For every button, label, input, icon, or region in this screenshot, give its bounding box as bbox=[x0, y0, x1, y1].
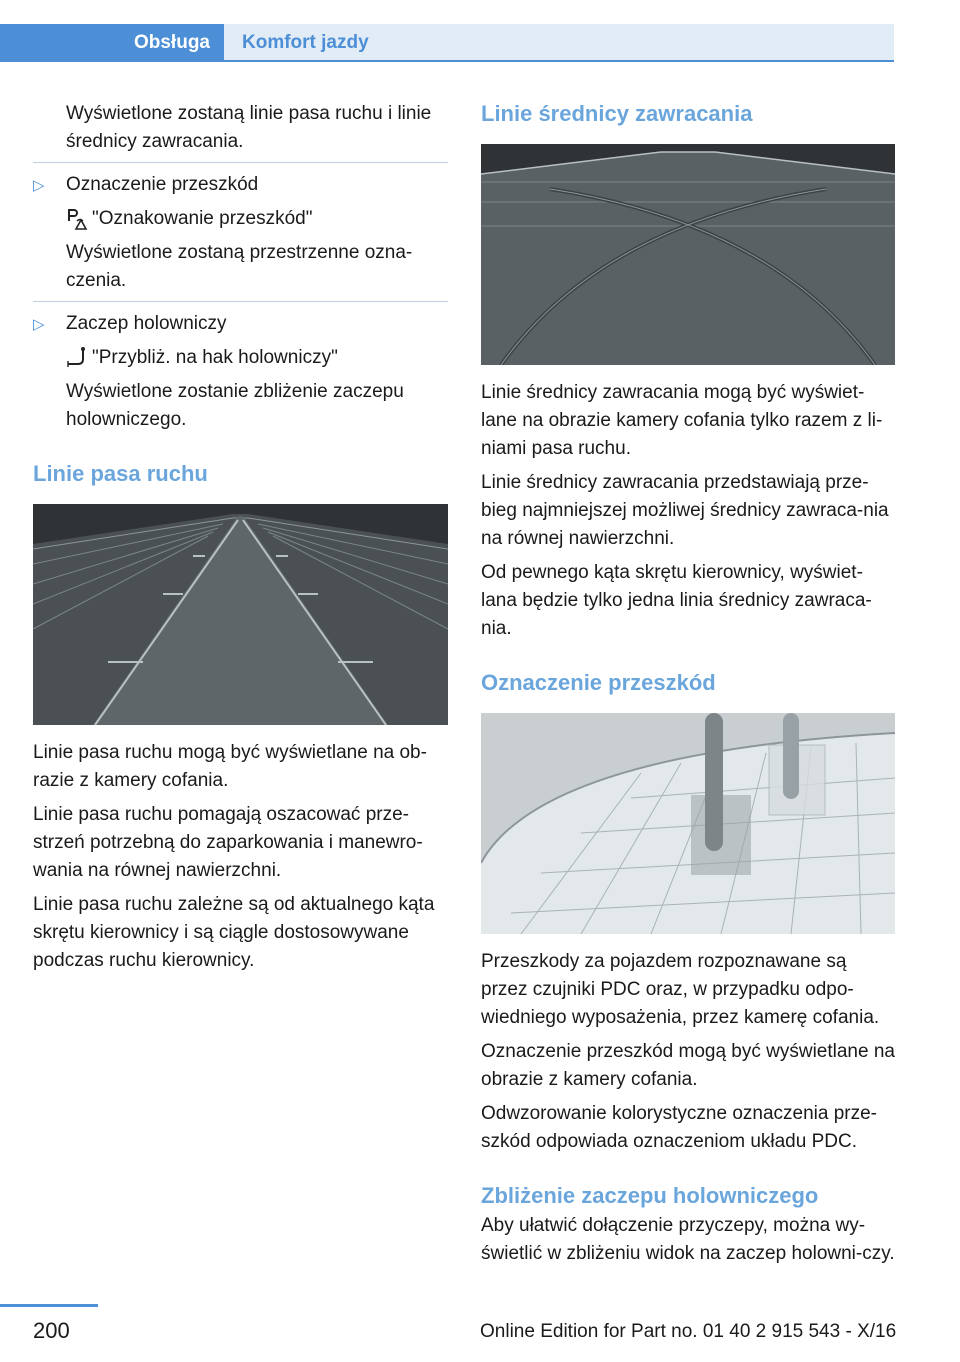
left-column bbox=[33, 100, 448, 981]
turning-paragraph: Linie średnicy zawracania przedstawiają prze-bieg najmniejszej możliwej średnicy zawraca-nia na równej nawierzchni. bbox=[481, 472, 889, 549]
lane-lines-paragraph: Linie pasa ruchu pomagają oszacować prze-strzeń potrzebną do zaparkowania i manewro-wania na równej nawierzchni. bbox=[33, 804, 423, 881]
triangle-bullet-icon: ▷ bbox=[33, 316, 45, 333]
turning-circle-image bbox=[481, 144, 895, 365]
tow-hook-icon bbox=[66, 346, 88, 370]
menu-option-label: "Oznakowanie przeszkód" bbox=[92, 208, 313, 229]
list-item-desc: Wyświetlone zostaną przestrzenne ozna-czenia. bbox=[66, 242, 413, 291]
menu-option-line bbox=[66, 344, 448, 372]
lane-lines-image bbox=[33, 504, 448, 725]
list-item-title: Oznaczenie przeszkód bbox=[66, 174, 259, 195]
list-item-desc: Wyświetlone zostanie zbliżenie zaczepu holowniczego. bbox=[66, 381, 404, 430]
lane-lines-paragraph: Linie pasa ruchu mogą być wyświetlane na ob-razie z kamery cofania. bbox=[33, 742, 427, 791]
obstacle-paragraph: Odwzorowanie kolorystyczne oznaczenia prze-szkód odpowiada oznaczeniom układu PDC. bbox=[481, 1103, 878, 1152]
header-rule bbox=[0, 60, 894, 62]
section-title-lane-lines: Linie pasa ruchu bbox=[33, 461, 208, 486]
turning-paragraph: Linie średnicy zawracania mogą być wyświet-lane na obrazie kamery cofania tylko razem z li-niami pasa ruchu. bbox=[481, 382, 883, 459]
obstacle-paragraph: Przeszkody za pojazdem rozpoznawane są przez czujniki PDC oraz, w przypadku odpo-wiedniego wyposażenia, przez kamerę cofania. bbox=[481, 951, 880, 1028]
right-column bbox=[481, 100, 895, 1274]
section-title-obstacle-marking: Oznaczenie przeszkód bbox=[481, 670, 716, 695]
obstacle-paragraph: Oznaczenie przeszkód mogą być wyświetlane na obrazie z kamery cofania. bbox=[481, 1041, 895, 1090]
edition-note: Online Edition for Part no. 01 40 2 915 543 - X/16 bbox=[480, 1321, 897, 1342]
intro-text: Wyświetlone zostaną linie pasa ruchu i linie średnicy zawracania. bbox=[66, 103, 432, 152]
obstacle-marking-image bbox=[481, 713, 895, 934]
triangle-bullet-icon: ▷ bbox=[33, 177, 45, 194]
turning-paragraph: Od pewnego kąta skrętu kierownicy, wyświet-lana będzie tylko jedna linia średnicy zawraca-nia. bbox=[481, 562, 872, 639]
page-number: 200 bbox=[33, 1318, 70, 1343]
menu-option-label: "Przybliż. na hak holowniczy" bbox=[92, 347, 338, 368]
tab-obsluga: Obsługa bbox=[0, 24, 224, 61]
menu-option-line bbox=[66, 205, 448, 233]
footer-rule bbox=[0, 1304, 98, 1307]
list-item-title: Zaczep holowniczy bbox=[66, 313, 227, 334]
section-title-turning-circle: Linie średnicy zawracania bbox=[481, 101, 753, 126]
section-title-hitch-zoom: Zbliżenie zaczepu holowniczego bbox=[481, 1183, 819, 1208]
list-item-obstacle bbox=[33, 162, 448, 295]
parking-obstacle-icon bbox=[66, 207, 88, 231]
hitch-paragraph: Aby ułatwić dołączenie przyczepy, można wy-świetlić w zbliżeniu widok na zaczep holowni-czy. bbox=[481, 1215, 895, 1264]
tab-komfort-jazdy: Komfort jazdy bbox=[224, 24, 894, 61]
lane-lines-paragraph: Linie pasa ruchu zależne są od aktualnego kąta skrętu kierownicy i są ciągle dostosowywane podczas ruchu kierownicy. bbox=[33, 894, 435, 971]
page-header bbox=[0, 0, 894, 62]
list-item-tow-hook bbox=[33, 301, 448, 434]
